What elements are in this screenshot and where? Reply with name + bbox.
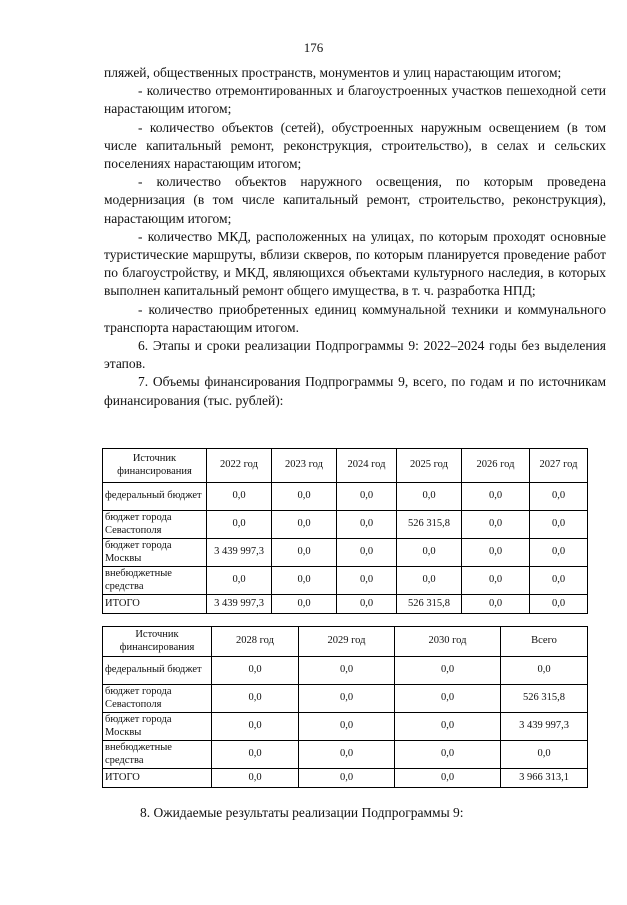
value-cell: 0,0 [272,539,337,567]
value-cell: 0,0 [337,595,397,614]
value-cell: 526 315,8 [397,595,462,614]
table-row [103,685,588,713]
value-cell: 0,0 [462,539,530,567]
value-cell: 0,0 [212,657,299,685]
table-row [103,657,588,685]
table-row [103,567,588,595]
value-cell: 0,0 [272,511,337,539]
value-cell: 0,0 [395,685,501,713]
value-cell: 0,0 [501,657,588,685]
header-cell: Источник финансирования [103,627,212,657]
table-total-row [103,595,588,614]
financing-table-2028-2030-total [102,626,588,788]
header-cell: 2024 год [337,449,397,483]
header-cell: Источник финансирования [103,449,207,483]
table-header-row [103,449,588,483]
header-cell: 2027 год [530,449,588,483]
paragraph: - количество отремонтированных и благоустроенных участков пешеходной сети нарастающим итогом; [104,83,606,117]
value-cell: 3 439 997,3 [207,539,272,567]
value-cell: 3 966 313,1 [501,769,588,788]
value-cell: 0,0 [207,511,272,539]
table-row [103,483,588,511]
value-cell: 0,0 [299,713,395,741]
financing-table-2022-2027 [102,448,588,614]
value-cell: 0,0 [530,483,588,511]
value-cell: 526 315,8 [397,511,462,539]
page-number: 176 [303,40,324,55]
value-cell: 0,0 [395,741,501,769]
source-cell: бюджет города Москвы [103,539,207,567]
value-cell: 0,0 [530,539,588,567]
source-cell: бюджет города Москвы [103,713,212,741]
value-cell: 0,0 [207,567,272,595]
value-cell: 0,0 [299,685,395,713]
source-cell: федеральный бюджет [103,483,207,511]
paragraph: 7. Объемы финансирования Подпрограммы 9, всего, по годам и по источникам финансирования (тыс. рублей): [104,374,606,408]
value-cell: 0,0 [462,483,530,511]
value-cell: 0,0 [462,595,530,614]
paragraph: - количество приобретенных единиц коммунальной техники и коммунального транспорта нарастающим итогом. [104,301,606,335]
table-row [103,741,588,769]
header-cell: 2025 год [397,449,462,483]
table-header-row [103,627,588,657]
header-cell: 2023 год [272,449,337,483]
header-cell: 2029 год [299,627,395,657]
source-cell: бюджет города Севастополя [103,511,207,539]
value-cell: 0,0 [530,567,588,595]
value-cell: 0,0 [530,595,588,614]
value-cell: 0,0 [337,483,397,511]
body-text [104,64,606,410]
value-cell: 3 439 997,3 [207,595,272,614]
value-cell: 0,0 [462,511,530,539]
value-cell: 0,0 [212,713,299,741]
value-cell: 0,0 [337,539,397,567]
value-cell: 0,0 [272,567,337,595]
value-cell: 0,0 [337,567,397,595]
value-cell: 0,0 [397,539,462,567]
value-cell: 0,0 [212,769,299,788]
value-cell: 0,0 [272,483,337,511]
value-cell: 0,0 [395,713,501,741]
paragraph: - количество МКД, расположенных на улицах, по которым проходят основные туристические маршруты, вблизи скверов, по которым планируется проведение работ по благоустройству, и МКД, являющихся объектами культурного наследия, в которых выполнен капитальный ремонт общего имущества, в т. ч. разработка НПД; [104,228,606,299]
paragraph: - количество объектов наружного освещения, по которым проведена модернизация (в том числе капитальный ремонт, строительство, реконструкция), нарастающим итогом; [104,174,606,226]
paragraph: пляжей, общественных пространств, монументов и улиц нарастающим итогом; [104,65,562,80]
value-cell: 0,0 [462,567,530,595]
value-cell: 0,0 [212,741,299,769]
value-cell: 0,0 [299,657,395,685]
paragraph: 6. Этапы и сроки реализации Подпрограммы 9: 2022–2024 годы без выделения этапов. [104,338,606,372]
value-cell: 0,0 [299,741,395,769]
value-cell: 0,0 [212,685,299,713]
value-cell: 0,0 [272,595,337,614]
table-row [103,511,588,539]
value-cell: 526 315,8 [501,685,588,713]
source-cell: внебюджетные средства [103,567,207,595]
header-cell: 2022 год [207,449,272,483]
table-row [103,539,588,567]
source-cell: ИТОГО [103,769,212,788]
header-cell: 2030 год [395,627,501,657]
value-cell: 0,0 [397,483,462,511]
value-cell: 0,0 [299,769,395,788]
source-cell: бюджет города Севастополя [103,685,212,713]
value-cell: 0,0 [337,511,397,539]
value-cell: 0,0 [397,567,462,595]
source-cell: ИТОГО [103,595,207,614]
value-cell: 0,0 [207,483,272,511]
value-cell: 3 439 997,3 [501,713,588,741]
value-cell: 0,0 [530,511,588,539]
source-cell: федеральный бюджет [103,657,212,685]
header-cell: 2026 год [462,449,530,483]
table-total-row [103,769,588,788]
source-cell: внебюджетные средства [103,741,212,769]
value-cell: 0,0 [395,769,501,788]
header-cell: 2028 год [212,627,299,657]
value-cell: 0,0 [501,741,588,769]
value-cell: 0,0 [395,657,501,685]
header-cell: Всего [501,627,588,657]
paragraph: - количество объектов (сетей), обустроенных наружным освещением (в том числе капитальный ремонт, реконструкция, строительство), в селах и сельских поселениях нарастающим итогом; [104,119,606,172]
table-row [103,713,588,741]
section-heading: 8. Ожидаемые результаты реализации Подпрограммы 9: [140,805,464,820]
